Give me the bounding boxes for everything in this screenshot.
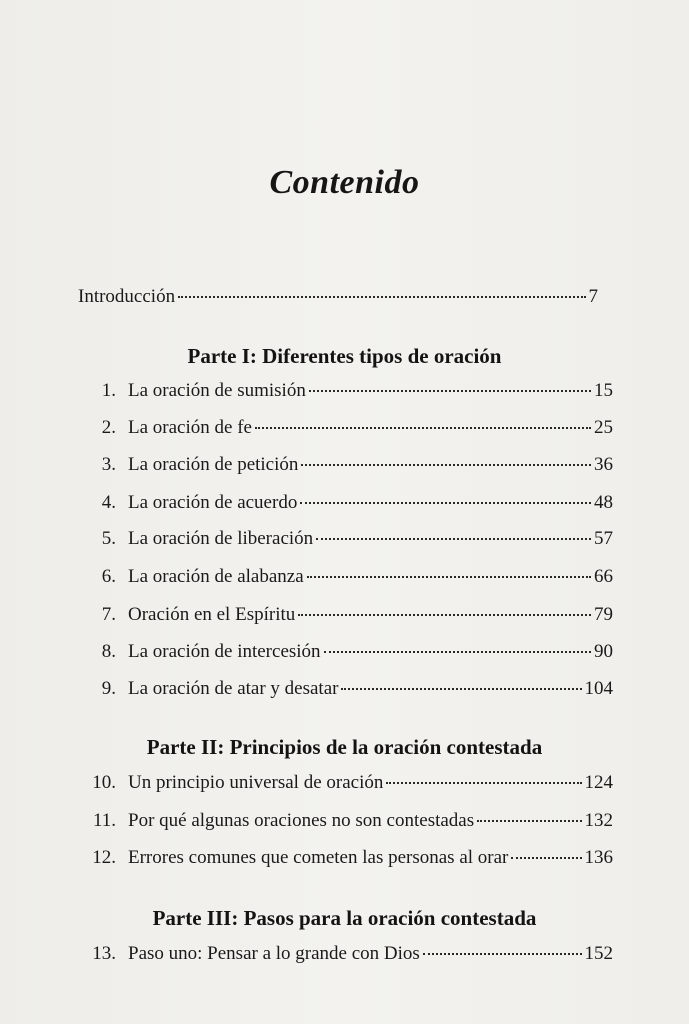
part-heading-2: Parte II: Principios de la oración contestada xyxy=(146,735,543,759)
toc-entry-number: 11. xyxy=(92,810,116,831)
toc-entry xyxy=(76,566,613,592)
dot-leader xyxy=(298,614,591,616)
dot-leader xyxy=(316,538,591,540)
toc-entry-number: 12. xyxy=(92,847,116,868)
toc-entry-introduccion xyxy=(78,286,598,312)
toc-entry-number: 1. xyxy=(101,380,116,401)
toc-entry-page: 25 xyxy=(594,417,613,438)
toc-entry-title: Paso uno: Pensar a lo grande con Dios xyxy=(128,943,420,964)
toc-entry-title: Por qué algunas oraciones no son contestadas xyxy=(128,810,475,831)
toc-entry-page: 15 xyxy=(594,380,613,401)
toc-entry-page: 132 xyxy=(584,810,613,831)
toc-entry-page: 152 xyxy=(584,943,613,964)
toc-entry-title: Un principio universal de oración xyxy=(128,772,384,793)
page-title: Contenido xyxy=(269,164,420,201)
toc-entry xyxy=(76,810,613,836)
toc-entry-number: 6. xyxy=(101,566,116,587)
toc-entry-title: La oración de alabanza xyxy=(128,566,304,587)
toc-entry-title: La oración de sumisión xyxy=(128,380,306,401)
dot-leader xyxy=(301,464,591,466)
dot-leader xyxy=(477,820,581,822)
toc-entry xyxy=(76,772,613,798)
toc-entry-number: 7. xyxy=(101,604,116,625)
toc-entry-page: 36 xyxy=(594,454,613,475)
toc-entry-title: La oración de acuerdo xyxy=(128,492,298,513)
toc-entry-title: La oración de liberación xyxy=(128,528,314,549)
dot-leader xyxy=(324,651,591,653)
toc-entry xyxy=(76,678,613,704)
dot-leader xyxy=(341,688,581,690)
dot-leader xyxy=(300,502,591,504)
dot-leader xyxy=(309,390,591,392)
toc-entry-page: 79 xyxy=(594,604,613,625)
toc-entry-number: 4. xyxy=(101,492,116,513)
toc-entry-number: 3. xyxy=(101,454,116,475)
toc-entry-title: La oración de fe xyxy=(128,417,252,438)
dot-leader xyxy=(307,576,591,578)
toc-entry-title: Errores comunes que cometen las personas al orar xyxy=(128,847,509,868)
toc-entry-page: 90 xyxy=(594,641,613,662)
toc-entry-page: 136 xyxy=(584,847,613,868)
toc-entry-title: Introducción xyxy=(78,286,176,307)
toc-entry-page: 57 xyxy=(594,528,613,549)
toc-entry-page: 124 xyxy=(584,772,613,793)
part-heading-1: Parte I: Diferentes tipos de oración xyxy=(187,344,502,368)
toc-entry xyxy=(76,528,613,554)
toc-entry-number: 9. xyxy=(101,678,116,699)
toc-entry xyxy=(76,454,613,480)
toc-entry-title: La oración de intercesión xyxy=(128,641,321,662)
toc-entry-number: 13. xyxy=(92,943,116,964)
toc-entry-number: 8. xyxy=(101,641,116,662)
toc-entry-number: 2. xyxy=(101,417,116,438)
part-heading-3: Parte III: Pasos para la oración contestada xyxy=(152,906,537,930)
toc-entry-page: 66 xyxy=(594,566,613,587)
dot-leader xyxy=(386,782,581,784)
toc-entry xyxy=(76,943,613,969)
toc-entry-number: 10. xyxy=(92,772,116,793)
toc-entry xyxy=(76,847,613,873)
toc-entry-page: 104 xyxy=(584,678,613,699)
toc-entry-page: 7 xyxy=(588,286,598,307)
toc-entry xyxy=(76,641,613,667)
toc-entry-title: La oración de petición xyxy=(128,454,299,475)
dot-leader xyxy=(423,953,582,955)
toc-entry-title: Oración en el Espíritu xyxy=(128,604,296,625)
toc-entry xyxy=(76,380,613,406)
toc-entry-page: 48 xyxy=(594,492,613,513)
dot-leader xyxy=(255,427,591,429)
dot-leader xyxy=(178,296,585,298)
toc-entry xyxy=(76,604,613,630)
dot-leader xyxy=(511,857,581,859)
toc-entry xyxy=(76,492,613,518)
toc-entry-title: La oración de atar y desatar xyxy=(128,678,339,699)
toc-entry-number: 5. xyxy=(101,528,116,549)
toc-entry xyxy=(76,417,613,443)
